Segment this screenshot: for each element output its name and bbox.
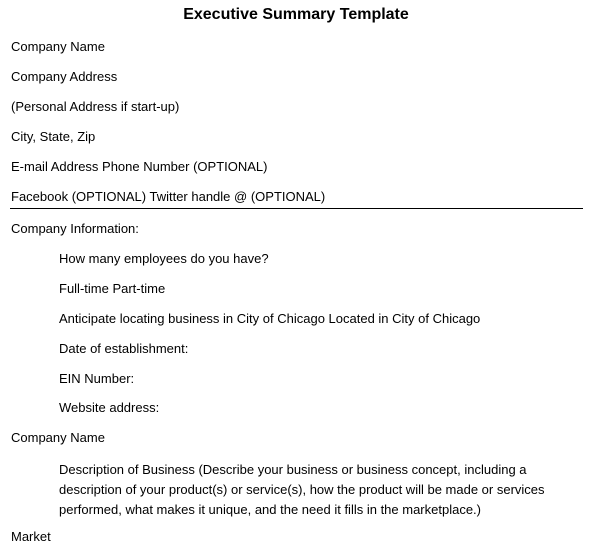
- personal-address-line: (Personal Address if start-up): [11, 99, 180, 114]
- location-line: Anticipate locating business in City of Chicago Located in City of Chicago: [59, 311, 481, 326]
- employees-question: How many employees do you have?: [59, 251, 269, 266]
- establishment-date-line: Date of establishment:: [59, 341, 189, 356]
- website-address-line: Website address:: [59, 400, 160, 415]
- company-name-heading: Company Name: [11, 430, 105, 445]
- ein-number-line: EIN Number:: [59, 371, 135, 386]
- document-title: Executive Summary Template: [183, 6, 409, 23]
- company-address-line: Company Address: [11, 69, 118, 84]
- employment-type-line: Full-time Part-time: [59, 281, 166, 296]
- description-line: description of your product(s) or service(s), how the product will be made or services: [59, 482, 545, 497]
- description-line: performed, what makes it unique, and the need it fills in the marketplace.): [59, 502, 481, 517]
- market-heading: Market: [11, 529, 51, 544]
- company-name-line: Company Name: [11, 39, 105, 54]
- header-divider: [10, 208, 583, 209]
- city-state-zip-line: City, State, Zip: [11, 129, 96, 144]
- company-information-heading: Company Information:: [11, 221, 139, 236]
- business-description-paragraph: [59, 460, 584, 520]
- email-phone-line: E-mail Address Phone Number (OPTIONAL): [11, 159, 268, 174]
- social-media-line: Facebook (OPTIONAL) Twitter handle @ (OPTIONAL): [11, 189, 326, 204]
- description-line: Description of Business (Describe your business or business concept, including a: [59, 462, 527, 477]
